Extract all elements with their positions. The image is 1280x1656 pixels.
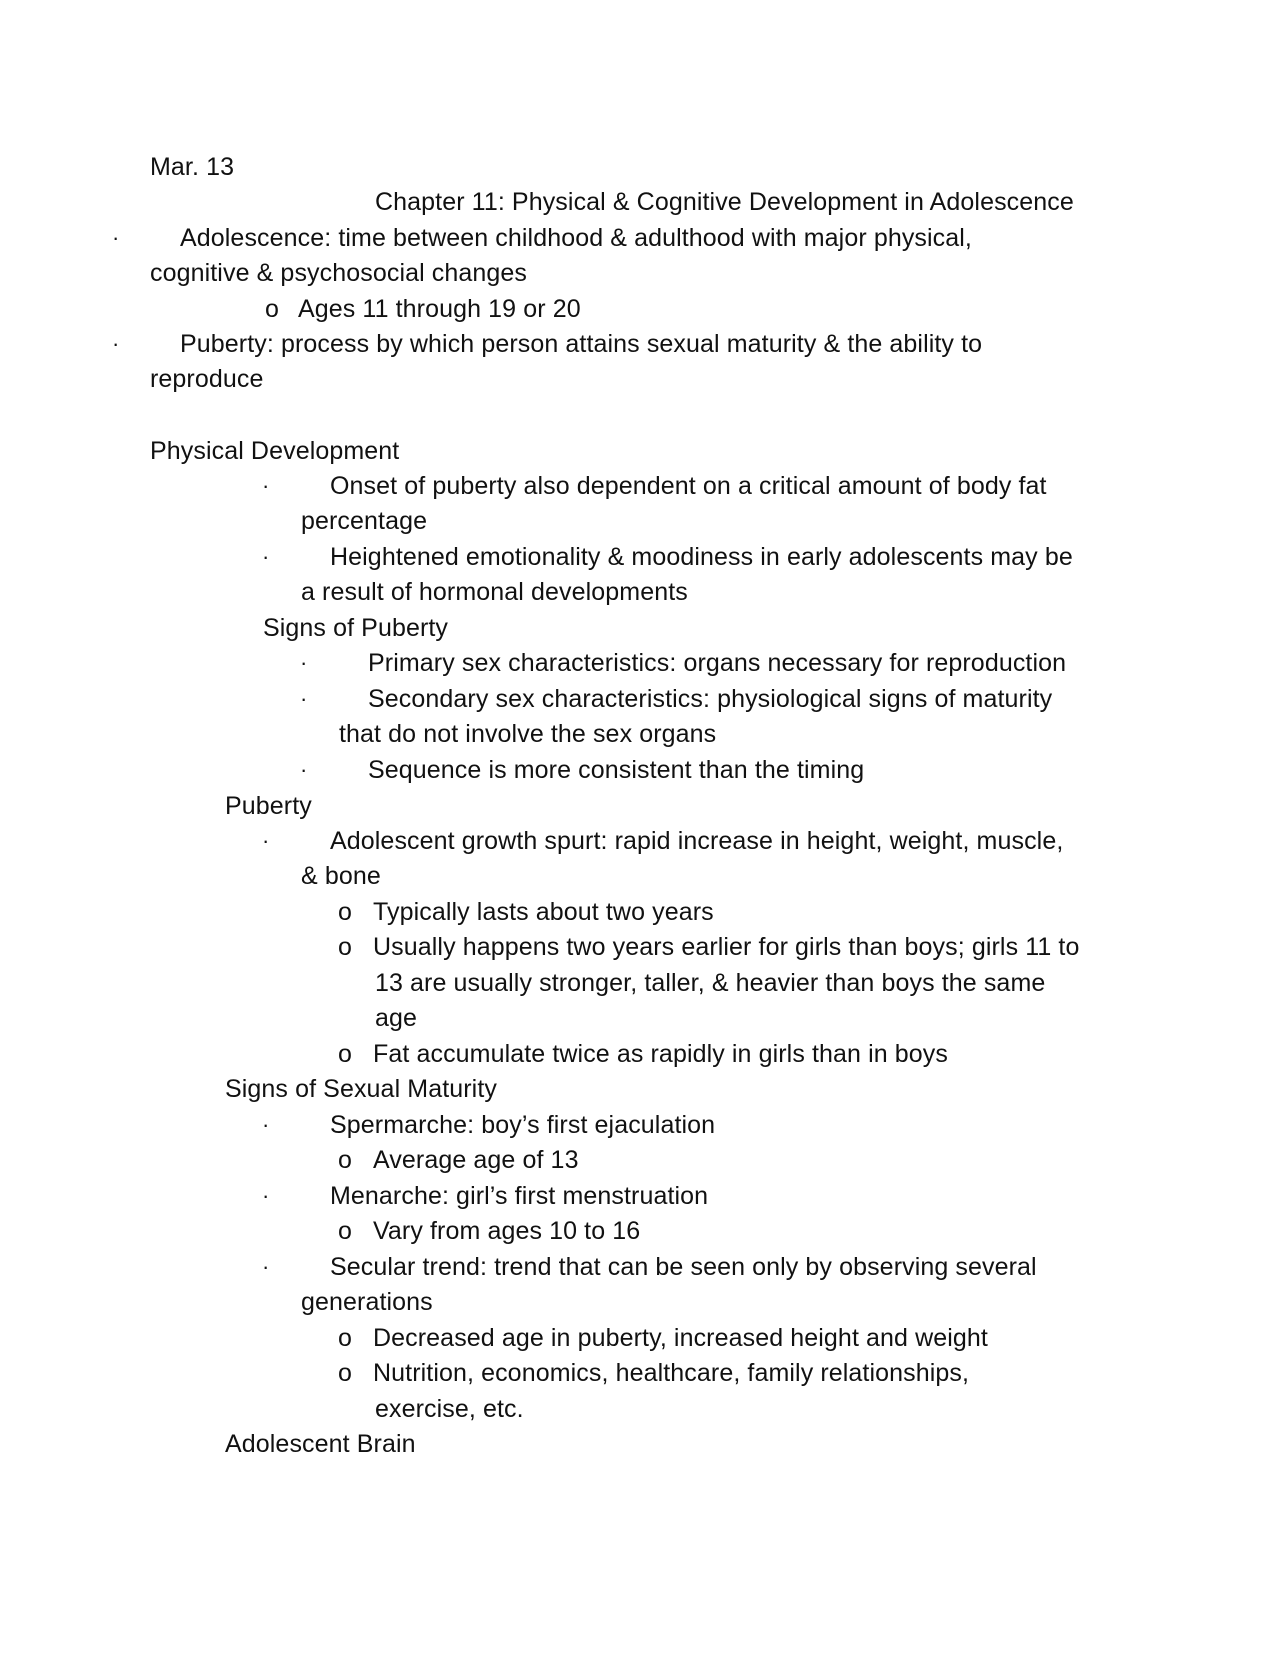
heading-signs-of-sexual-maturity: Signs of Sexual Maturity	[225, 1075, 497, 1103]
sub-bullet-marker: o	[338, 898, 353, 926]
sub-bullet-marker: o	[338, 1146, 353, 1174]
bullet-marker: ·	[262, 828, 270, 853]
menarche: Menarche: girl’s first menstruation	[330, 1182, 709, 1210]
adolescence-ages: Ages 11 through 19 or 20	[298, 295, 581, 323]
sub-bullet-marker: o	[338, 1324, 353, 1352]
growth-gender-timing: Usually happens two years earlier for girls than boys; girls 11 to	[373, 933, 1080, 961]
heading-physical-development: Physical Development	[150, 437, 400, 465]
date-line: Mar. 13	[150, 153, 235, 181]
signs-secondary: Secondary sex characteristics: physiological signs of maturity	[368, 685, 1053, 713]
sub-bullet-marker: o	[265, 295, 280, 323]
bullet-marker: ·	[262, 1254, 270, 1279]
secular-trend-cont: generations	[301, 1288, 433, 1316]
secular-trend-factors: Nutrition, economics, healthcare, family relationships,	[373, 1359, 970, 1387]
sub-bullet-marker: o	[338, 1217, 353, 1245]
sub-bullet-marker: o	[338, 1040, 353, 1068]
sub-bullet-marker: o	[338, 1359, 353, 1387]
puberty-definition-cont: reproduce	[150, 365, 264, 393]
secular-trend: Secular trend: trend that can be seen only by observing several	[330, 1253, 1037, 1281]
bullet-marker: ·	[112, 331, 120, 356]
bullet-marker: ·	[262, 1112, 270, 1137]
adolescence-definition: Adolescence: time between childhood & adulthood with major physical,	[180, 224, 972, 252]
heading-adolescent-brain: Adolescent Brain	[225, 1430, 416, 1458]
sub-bullet-marker: o	[338, 933, 353, 961]
growth-duration: Typically lasts about two years	[373, 898, 714, 926]
secular-trend-effects: Decreased age in puberty, increased height and weight	[373, 1324, 988, 1352]
bullet-marker: ·	[300, 686, 308, 711]
bullet-marker: ·	[262, 473, 270, 498]
physical-item-body-fat-cont: percentage	[301, 507, 428, 535]
secular-trend-factors-cont: exercise, etc.	[375, 1395, 524, 1423]
adolescence-definition-cont: cognitive & psychosocial changes	[150, 259, 528, 287]
physical-item-emotionality: Heightened emotionality & moodiness in early adolescents may be	[330, 543, 1073, 571]
spermarche: Spermarche: boy’s first ejaculation	[330, 1111, 716, 1139]
bullet-marker: ·	[112, 225, 120, 250]
physical-item-emotionality-cont: a result of hormonal developments	[301, 578, 688, 606]
menarche-age: Vary from ages 10 to 16	[373, 1217, 641, 1245]
heading-signs-of-puberty: Signs of Puberty	[263, 614, 449, 642]
physical-item-body-fat: Onset of puberty also dependent on a critical amount of body fat	[330, 472, 1047, 500]
bullet-marker: ·	[262, 1183, 270, 1208]
heading-puberty: Puberty	[225, 792, 312, 820]
spermarche-age: Average age of 13	[373, 1146, 579, 1174]
bullet-marker: ·	[300, 650, 308, 675]
signs-sequence: Sequence is more consistent than the timing	[368, 756, 865, 784]
signs-primary: Primary sex characteristics: organs necessary for reproduction	[368, 649, 1067, 677]
signs-secondary-cont: that do not involve the sex organs	[339, 720, 717, 748]
growth-fat-accumulation: Fat accumulate twice as rapidly in girls than in boys	[373, 1040, 949, 1068]
growth-gender-timing-cont: 13 are usually stronger, taller, & heavier than boys the same	[375, 969, 1046, 997]
growth-gender-timing-cont2: age	[375, 1004, 418, 1032]
growth-spurt-cont: & bone	[301, 862, 381, 890]
bullet-marker: ·	[300, 757, 308, 782]
puberty-definition: Puberty: process by which person attains sexual maturity & the ability to	[180, 330, 983, 358]
growth-spurt: Adolescent growth spurt: rapid increase in height, weight, muscle,	[330, 827, 1064, 855]
bullet-marker: ·	[262, 544, 270, 569]
chapter-title: Chapter 11: Physical & Cognitive Development in Adolescence	[375, 188, 1074, 216]
